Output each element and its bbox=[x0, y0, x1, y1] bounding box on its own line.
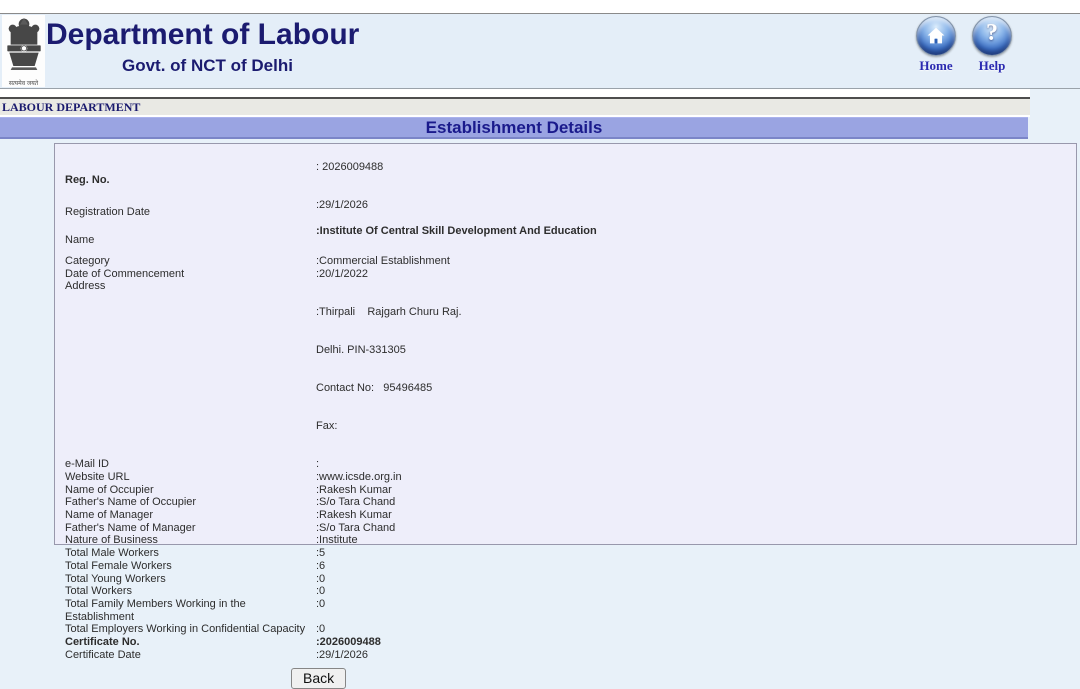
back-button[interactable]: Back bbox=[291, 668, 346, 689]
masthead bbox=[0, 14, 1080, 89]
field-label: Total Young Workers bbox=[65, 572, 166, 585]
address-line: Delhi. PIN-331305 bbox=[316, 343, 406, 356]
field-label: Total Workers bbox=[65, 585, 133, 598]
section-title-bar: Establishment Details bbox=[0, 117, 1028, 139]
ashoka-emblem-icon bbox=[4, 15, 44, 77]
field-value: :0 bbox=[316, 623, 326, 636]
field-label: Total Family Members Working in the Establishment bbox=[65, 597, 246, 623]
help-icon: ? bbox=[986, 20, 998, 46]
department-bar: LABOUR DEPARTMENT bbox=[0, 99, 1030, 117]
help-button-label[interactable]: Help bbox=[978, 58, 1006, 73]
row-email-id bbox=[65, 458, 597, 471]
field-label: Category bbox=[65, 255, 110, 267]
field-label: Registration Date bbox=[65, 205, 150, 218]
row-registration-date bbox=[65, 199, 597, 225]
top-strip bbox=[0, 0, 1080, 14]
address-line: Fax: bbox=[316, 420, 338, 433]
row-name bbox=[65, 225, 597, 255]
field-value: :Institute bbox=[316, 534, 358, 547]
field-value: :Commercial Establishment bbox=[316, 255, 450, 267]
row-name-of-occupier bbox=[65, 484, 597, 497]
row-total-male-workers bbox=[65, 547, 597, 560]
home-button-circle[interactable] bbox=[916, 16, 956, 56]
field-value: :S/o Tara Chand bbox=[316, 521, 396, 534]
field-label: Website URL bbox=[65, 470, 130, 483]
field-value: :Rakesh Kumar bbox=[316, 509, 392, 522]
field-value: :5 bbox=[316, 547, 326, 560]
field-value: : 2026009488 bbox=[316, 161, 384, 173]
details-table bbox=[65, 161, 597, 662]
field-label: Date of Commencement bbox=[65, 267, 185, 280]
ashoka-emblem bbox=[2, 15, 45, 87]
row-total-workers bbox=[65, 585, 597, 598]
address-line: Contact No: 95496485 bbox=[316, 382, 433, 395]
row-date-of-commencement bbox=[65, 268, 597, 281]
field-value bbox=[316, 280, 597, 458]
back-button-row bbox=[291, 668, 1076, 689]
field-label: Total Female Workers bbox=[65, 559, 172, 572]
field-value: :Institute Of Central Skill Development And Education bbox=[316, 225, 597, 237]
field-label: e-Mail ID bbox=[65, 458, 110, 471]
help-button[interactable] bbox=[970, 16, 1014, 74]
field-value: :0 bbox=[316, 585, 326, 598]
row-certificate-no bbox=[65, 636, 597, 649]
home-button-label[interactable]: Home bbox=[919, 58, 953, 73]
field-value: :0 bbox=[316, 572, 326, 585]
row-total-family-members bbox=[65, 598, 597, 623]
establishment-details-panel bbox=[54, 143, 1077, 686]
row-total-female-workers bbox=[65, 560, 597, 573]
field-label: Certificate No. bbox=[65, 636, 140, 649]
field-value: :29/1/2026 bbox=[316, 648, 368, 661]
field-value: :29/1/2026 bbox=[316, 199, 368, 211]
horizontal-rule bbox=[0, 89, 1030, 99]
help-button-circle[interactable] bbox=[972, 16, 1012, 56]
field-label: Address bbox=[65, 280, 106, 293]
field-label: Father's Name of Occupier bbox=[65, 496, 197, 509]
field-label: Name of Occupier bbox=[65, 483, 154, 496]
field-value: :0 bbox=[316, 597, 326, 610]
row-total-employers-confidential bbox=[65, 623, 597, 636]
home-button[interactable] bbox=[914, 16, 958, 74]
row-total-young-workers bbox=[65, 573, 597, 586]
row-fathers-name-of-occupier bbox=[65, 496, 597, 509]
field-label: Total Male Workers bbox=[65, 547, 159, 560]
field-value: : bbox=[316, 458, 320, 471]
row-reg-no bbox=[65, 161, 597, 199]
row-certificate-date bbox=[65, 649, 597, 662]
address-line: :Thirpali Rajgarh Churu Raj. bbox=[316, 305, 462, 318]
row-address bbox=[65, 280, 597, 458]
field-label: Father's Name of Manager bbox=[65, 521, 196, 534]
home-icon bbox=[925, 25, 947, 47]
field-label: Reg. No. bbox=[65, 173, 110, 186]
field-label: Name of Manager bbox=[65, 509, 154, 522]
field-label: Name bbox=[65, 233, 95, 246]
row-nature-of-business bbox=[65, 534, 597, 547]
row-website-url bbox=[65, 471, 597, 484]
field-value: :Rakesh Kumar bbox=[316, 483, 392, 496]
header-nav bbox=[914, 16, 1014, 74]
emblem-motto: सत्यमेव जयते bbox=[8, 81, 39, 87]
row-fathers-name-of-manager bbox=[65, 522, 597, 535]
field-value: :2026009488 bbox=[316, 636, 381, 649]
page-subtitle: Govt. of NCT of Delhi bbox=[122, 56, 293, 75]
field-value: :S/o Tara Chand bbox=[316, 496, 396, 509]
field-label: Nature of Business bbox=[65, 534, 158, 547]
field-value: :www.icsde.org.in bbox=[316, 470, 402, 483]
row-category bbox=[65, 255, 597, 268]
field-value: :6 bbox=[316, 559, 326, 572]
field-label: Certificate Date bbox=[65, 648, 141, 661]
page-title: Department of Labour bbox=[46, 18, 360, 51]
field-value: :20/1/2022 bbox=[316, 267, 368, 280]
field-label: Total Employers Working in Confidential Capacity bbox=[65, 623, 306, 636]
row-name-of-manager bbox=[65, 509, 597, 522]
